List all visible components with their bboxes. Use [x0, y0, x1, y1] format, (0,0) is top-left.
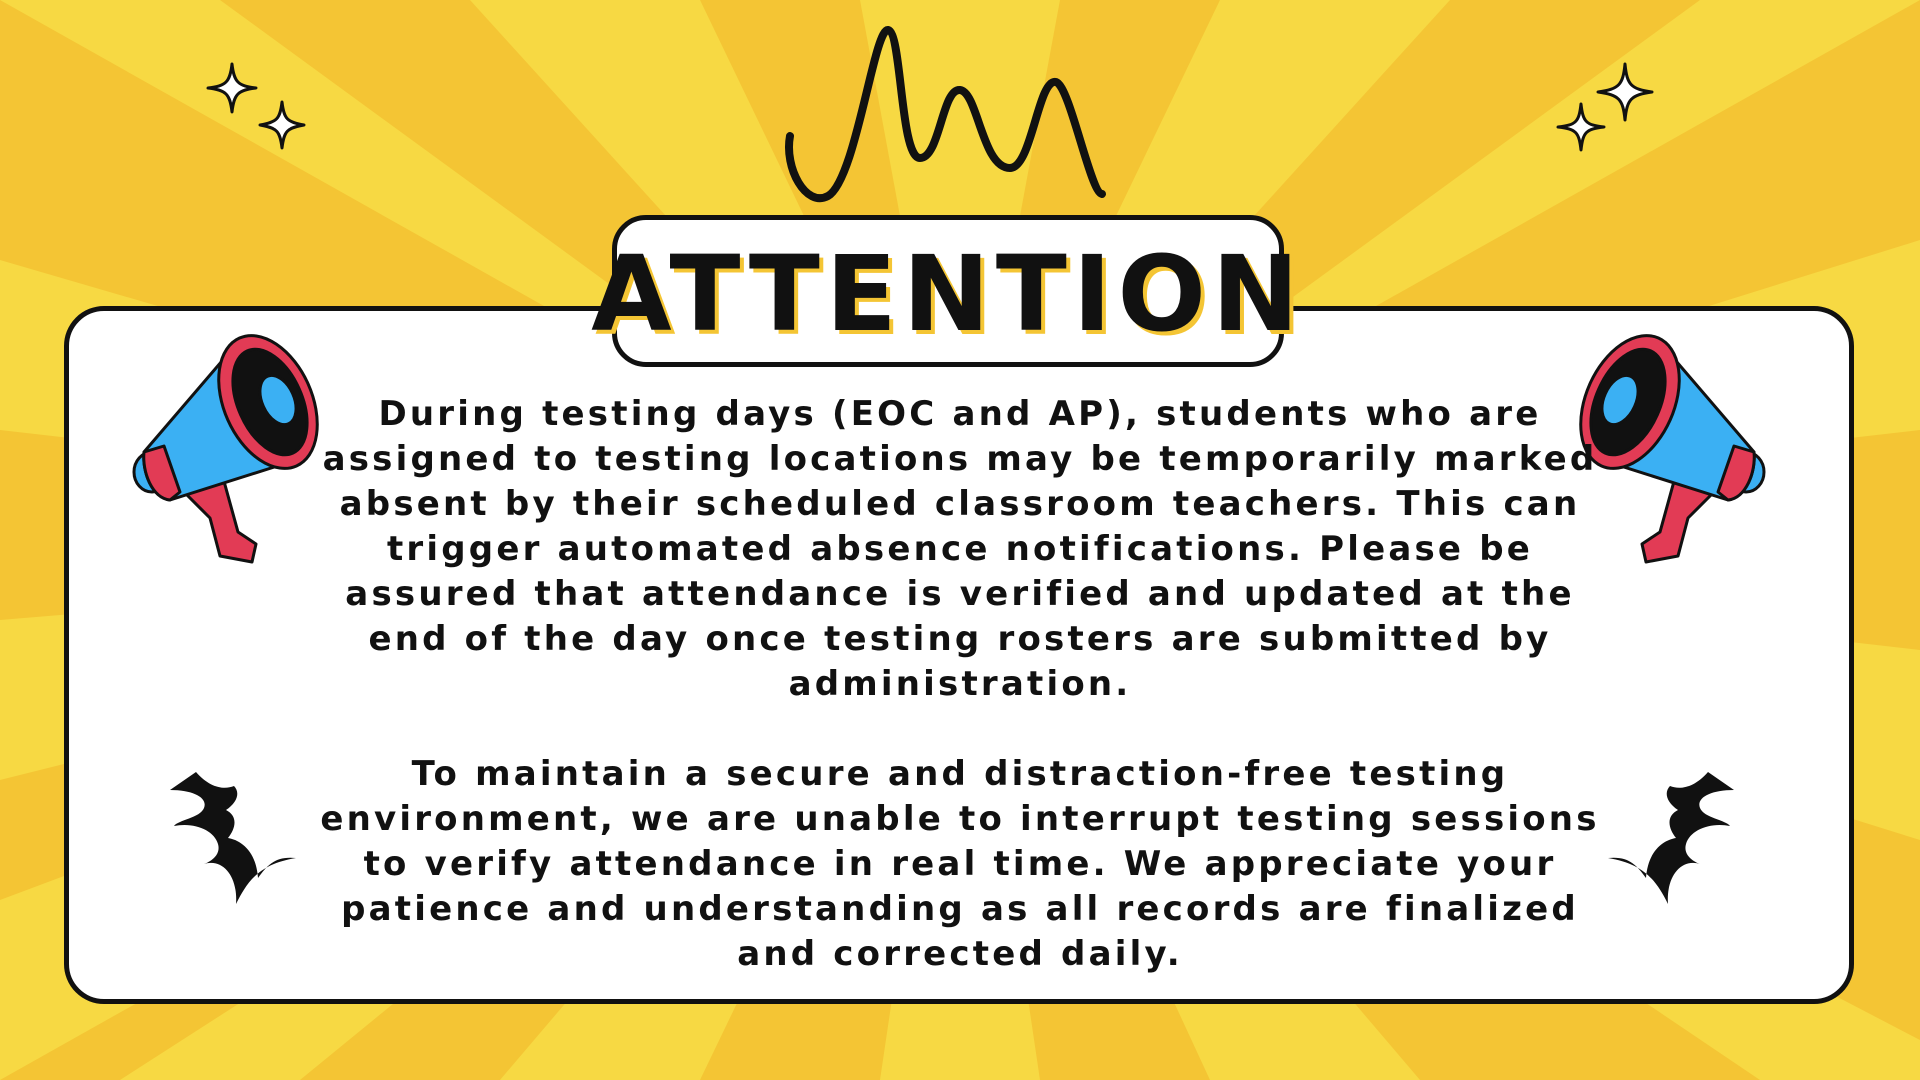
notice-paragraph-1: During testing days (EOC and AP), students who are assigned to testing locations may be temporarily marked absent by their scheduled classroom teachers. This can trigger automated absence notifications. Please be assured that attendance is verified and updated at the end of the day once testing rosters are submitted by administration. [322, 394, 1598, 704]
megaphone-icon [130, 322, 350, 567]
zigzag-icon [164, 768, 304, 908]
page-title: ATTENTION [591, 233, 1305, 355]
notice-paragraph-2: To maintain a secure and distraction-free testing environment, we are unable to interrupt testing sessions to verify attendance in real time. We appreciate your patience and understanding as all records are finalized and corrected daily. [320, 754, 1600, 974]
crown-scribble-icon [770, 18, 1110, 208]
title-banner [591, 215, 1305, 367]
notice-body [320, 392, 1600, 977]
sparkle-icon [258, 100, 306, 150]
sparkle-icon [1556, 102, 1606, 152]
sparkle-icon [206, 62, 258, 114]
zigzag-icon [1600, 768, 1740, 908]
